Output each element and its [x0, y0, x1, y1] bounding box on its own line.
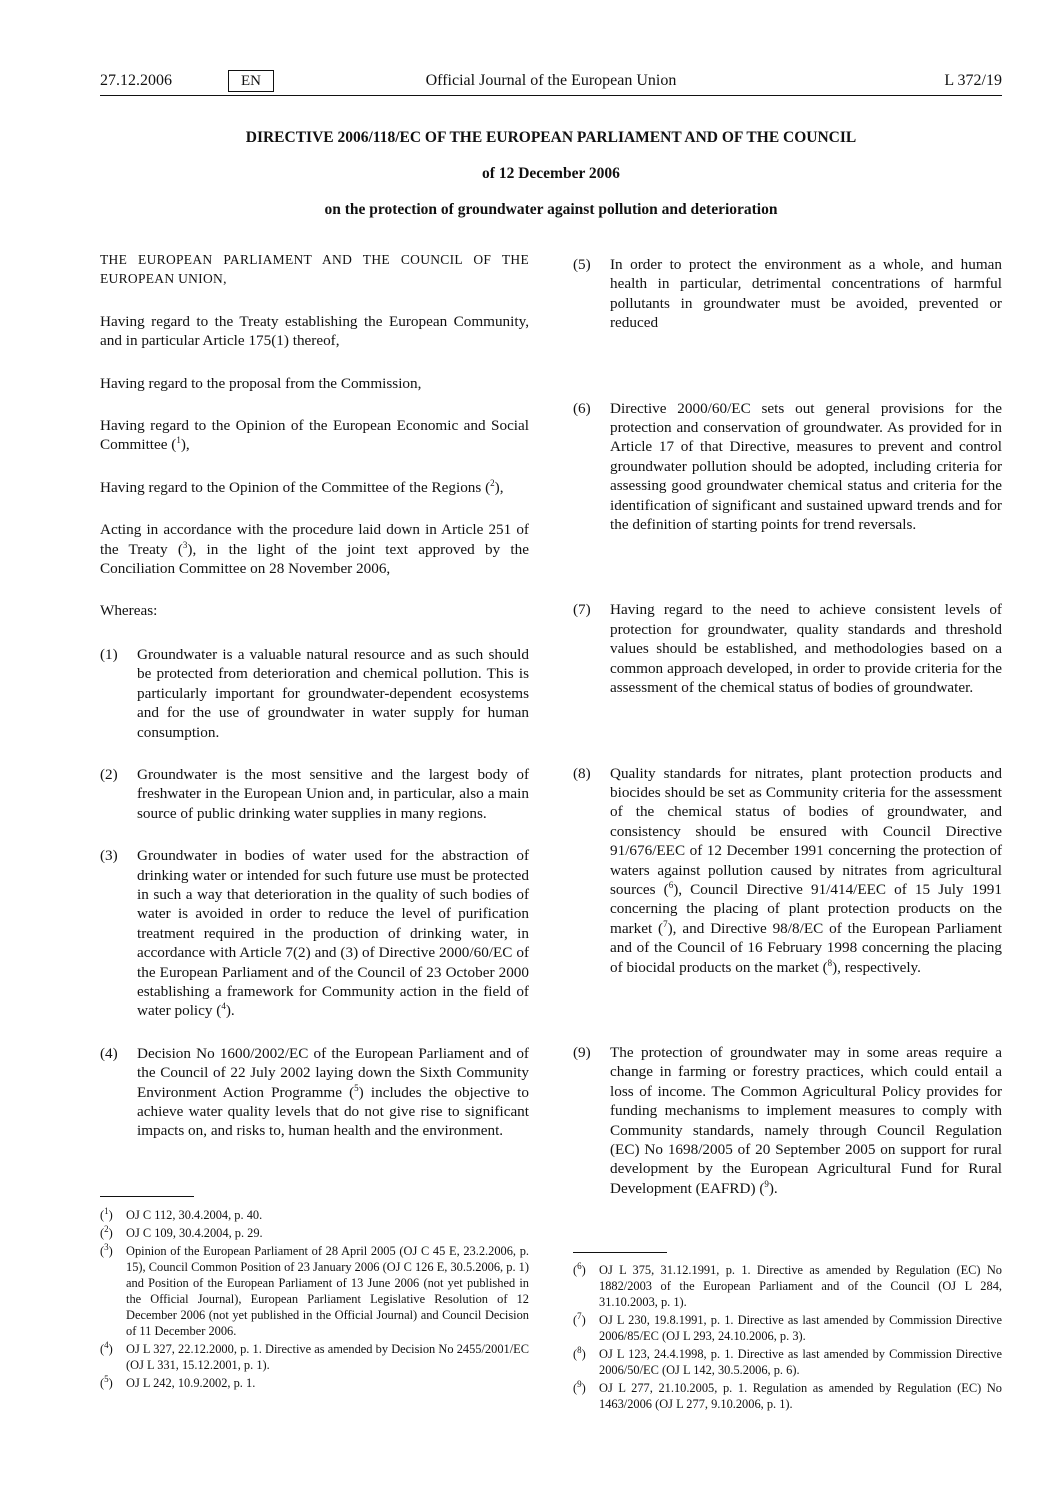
directive-title-block: [100, 128, 1002, 236]
footnote: ($^4$) OJ L 327, 22.12.2000, p. 1. Directive as amended by Decision No 2455/2001/EC (OJ L 331, 15.12.2001, p. 1).: [100, 1339, 529, 1372]
footnote: ($^2$) OJ C 109, 30.4.2004, p. 29.: [100, 1223, 263, 1240]
footnote-rule-left: [100, 1196, 194, 1197]
page-header: [100, 70, 1002, 94]
footnote: ($^3$) Opinion of the European Parliament of 28 April 2005 (OJ C 45 E, 23.2.2006, p. 15), Council Common Position of 23 January 2006 (OJ C 126 E, 30.5.2006, p. 1) and Position of the European Parliament of 13 June 2006 (not yet published in the Official Journal), European Parliament Legislative Resolution of 12 December 2006 (not yet published in the Official Journal) and Council Decision of 11 December 2006.: [100, 1241, 529, 1338]
recital-8: (8) Quality standards for nitrates, plant protection products and biocides should be set as Community criteria for the assessment of the chemical status of bodies of groundwater, and consistency should be ensured with Council Directive 91/676/EEC of 12 December 1991 concerning the protection of waters against pollution caused by nitrates from agricultural sources ($^6$), Council Directive 91/414/EEC of 15 July 1991 concerning the placing of plant protection products on the market ($^7$), and Directive 98/8/EC of the European Parliament and of the Council of 16 February 1998 concerning the placing of biocidal products on the market ($^8$), respectively.: [573, 764, 1002, 976]
footnotes-left: [100, 1207, 529, 1393]
recital-5: (5) In order to protect the environment as a whole, and human health in particular, detrimental concentrations of harmful pollutants in groundwater must be avoided, prevented or reduced: [573, 256, 1002, 332]
recital-2: (2) Groundwater is the most sensitive and the largest body of freshwater in the European Union and, in particular, also a main source of public drinking water supplies in many regions.: [100, 765, 529, 822]
whereas-label: Whereas:: [100, 602, 158, 620]
footnote: ($^9$) OJ L 277, 21.10.2005, p. 1. Regulation as amended by Regulation (EC) No 1463/2006 (OJ L 277, 9.10.2006, p. 1).: [573, 1378, 1002, 1411]
directive-subject: on the protection of groundwater against pollution and deterioration: [324, 201, 778, 218]
publication-date: 27.12.2006: [100, 72, 172, 89]
recital-6: (6) Directive 2000/60/EC sets out general provisions for the protection and conservation of groundwater. As provided for in Article 17 of that Directive, measures to prevent and control groundwater pollution should be adopted, including criteria for assessing good groundwater chemical status and criteria for the identification of significant and sustained upward trends and for the definition of starting points for trend reversals.: [573, 399, 1002, 534]
directive-date: of 12 December 2006: [482, 165, 620, 182]
left-column: [100, 250, 529, 1141]
footnote: ($^5$) OJ L 242, 10.9.2002, p. 1.: [100, 1373, 256, 1390]
footnote: ($^1$) OJ C 112, 30.4.2004, p. 40.: [100, 1205, 263, 1222]
footnote: ($^7$) OJ L 230, 19.8.1991, p. 1. Directive as last amended by Commission Directive 2006/85/EC (OJ L 293, 24.10.2006, p. 3).: [573, 1310, 1002, 1343]
preamble-parties: THE EUROPEAN PARLIAMENT AND THE COUNCIL OF THE EUROPEAN UNION,: [100, 252, 529, 287]
recital-1: (1) Groundwater is a valuable natural resource and as such should be protected from deterioration and chemical pollution. This is particularly important for groundwater-dependent ecosystems and for the use of groundwater in water supply for human consumption.: [100, 645, 529, 741]
footnote: ($^6$) OJ L 375, 31.12.1991, p. 1. Directive as amended by Regulation (EC) No 1882/2003 of the European Parliament and of the Council (OJ L 284, 31.10.2003, p. 1).: [573, 1260, 1002, 1309]
language-badge: EN: [228, 70, 274, 92]
citation-esc: Having regard to the Opinion of the European Economic and Social Committee ($^1$),: [100, 417, 529, 454]
header-rule: [100, 95, 1002, 96]
directive-title: DIRECTIVE 2006/118/EC OF THE EUROPEAN PARLIAMENT AND OF THE COUNCIL: [245, 129, 857, 146]
recital-9: (9) The protection of groundwater may in some areas require a change in farming or forestry practices, which could entail a loss of income. The Common Agricultural Policy provides for funding mechanisms to implement measures to comply with Community standards, namely through Council Regulation (EC) No 1698/2005 of 20 September 2005 on support for rural development by the European Agricultural Fund for Rural Development (EAFRD) ($^9$).: [573, 1043, 1002, 1197]
recital-4: (4) Decision No 1600/2002/EC of the European Parliament and of the Council of 22 July 2002 laying down the Sixth Community Environment Action Programme ($^5$) includes the objective to achieve water quality levels that do not give rise to significant impacts on, and risks to, human health and the environment.: [100, 1044, 529, 1140]
footnote: ($^8$) OJ L 123, 24.4.1998, p. 1. Directive as last amended by Commission Directive 2006/50/EC (OJ L 142, 30.5.2006, p. 6).: [573, 1344, 1002, 1377]
right-column: [573, 255, 1002, 1198]
citation-procedure: Acting in accordance with the procedure laid down in Article 251 of the Treaty ($^3$), in the light of the joint text approved by the Conciliation Committee on 28 November 2006,: [100, 521, 529, 578]
recital-7: (7) Having regard to the need to achieve consistent levels of protection for groundwater, quality standards and threshold values should be established, and methodologies based on a common approach developed, in order to provide criteria for the assessment of the chemical status of bodies of groundwater.: [573, 601, 1002, 697]
citation-cor: Having regard to the Opinion of the Committee of the Regions ($^2$),: [100, 477, 504, 496]
journal-title: Official Journal of the European Union: [425, 72, 677, 89]
recital-3: (3) Groundwater in bodies of water used for the abstraction of drinking water or intended for such future use must be protected in such a way that deterioration in the quality of such bodies of water is avoided in order to reduce the level of purification treatment required in the production of drinking water, in accordance with Article 7(2) and (3) of Directive 2000/60/EC of the European Parliament and of the Council of 23 October 2000 establishing a framework for Community action in the field of water policy ($^4$).: [100, 847, 529, 1020]
footnotes-right: [573, 1262, 1002, 1414]
citation-proposal: Having regard to the proposal from the Commission,: [100, 374, 422, 392]
page-number: L 372/19: [944, 72, 1002, 89]
footnote-rule-right: [573, 1252, 667, 1253]
citation-treaty: Having regard to the Treaty establishing the European Community, and in particular Article 175(1) thereof,: [100, 312, 529, 350]
